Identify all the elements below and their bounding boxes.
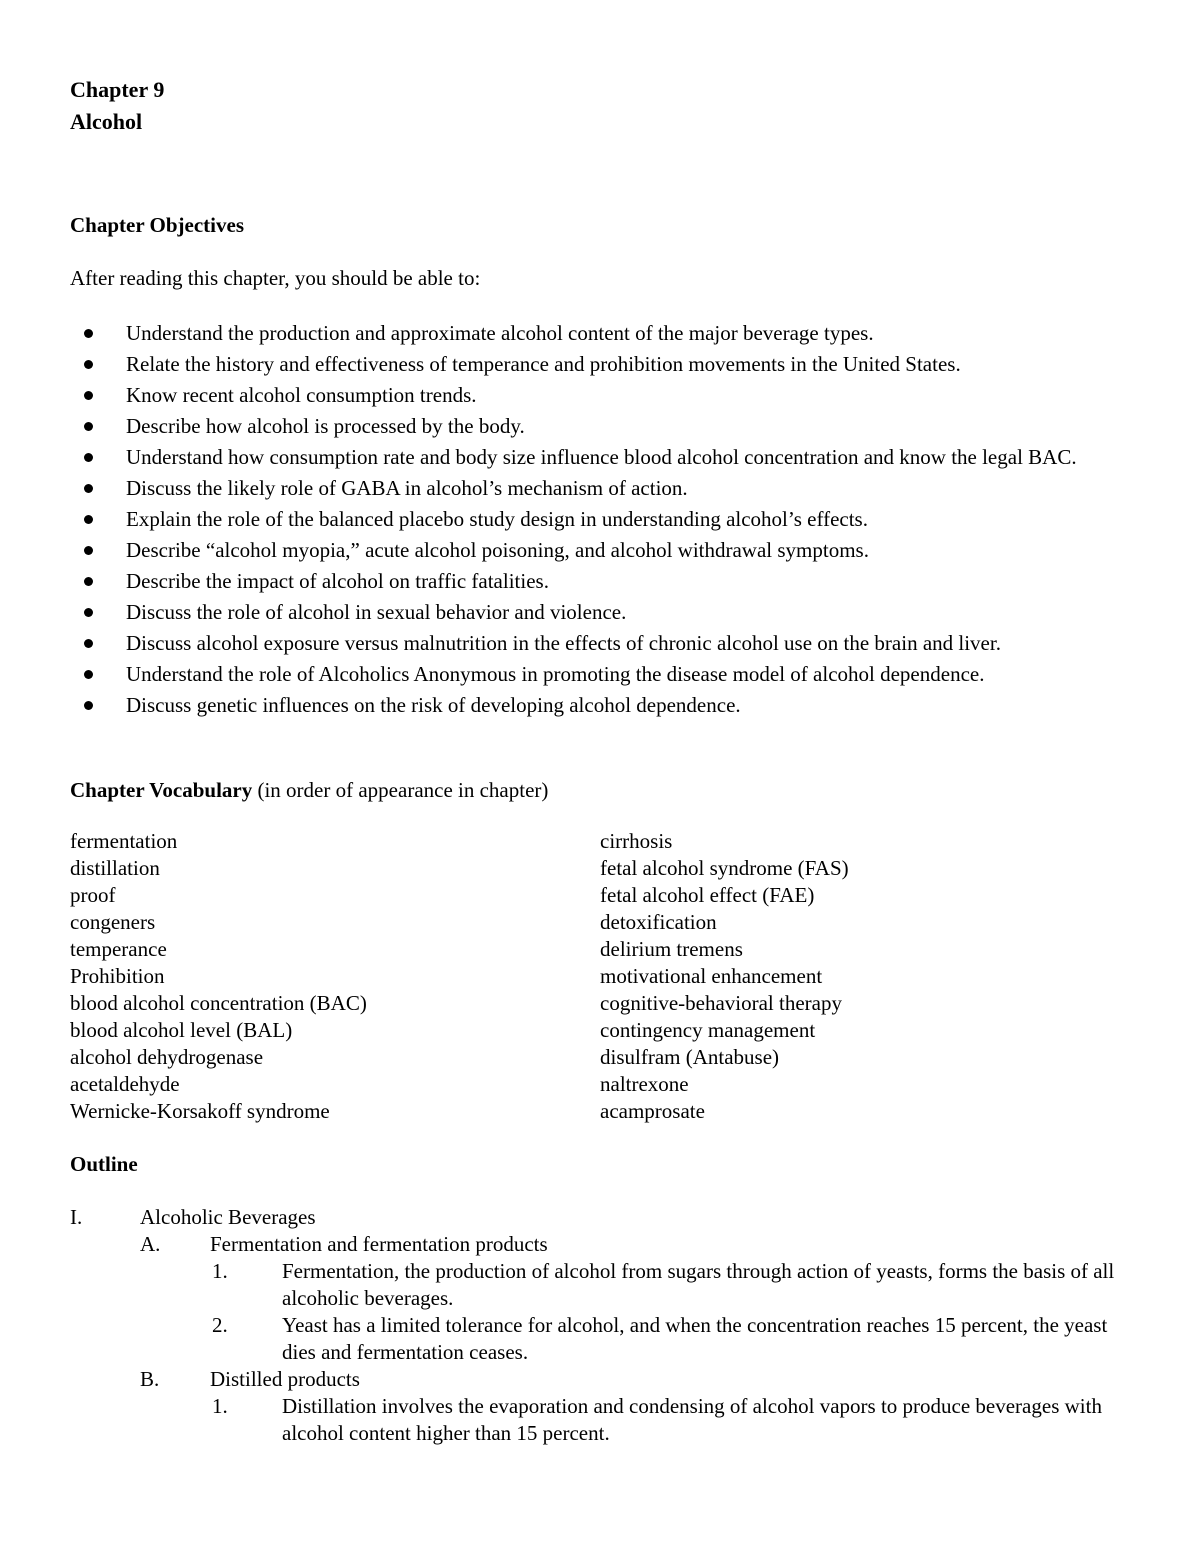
vocab-term: contingency management	[600, 1018, 816, 1042]
vocab-term: disulfram (Antabuse)	[600, 1045, 780, 1069]
objectives-title: Chapter Objectives	[70, 213, 244, 237]
vocab-term: Prohibition	[70, 964, 165, 988]
vocab-term: fetal alcohol effect (FAE)	[600, 883, 815, 907]
objective-item: Understand how consumption rate and body size influence blood alcohol concentration and know the legal BAC.	[70, 442, 1130, 473]
bullet-icon	[84, 639, 93, 648]
objective-item: Describe the impact of alcohol on traffic fatalities.	[70, 566, 1130, 597]
vocab-term: motivational enhancement	[600, 964, 823, 988]
objective-item: Explain the role of the balanced placebo study design in understanding alcohol’s effects.	[70, 504, 1130, 535]
outline-marker: 2.	[212, 1313, 228, 1337]
vocab-term: blood alcohol level (BAL)	[70, 1018, 293, 1042]
bullet-icon	[84, 577, 93, 586]
vocab-term: cirrhosis	[600, 829, 673, 853]
vocabulary-right-column	[600, 828, 1130, 1125]
bullet-icon	[84, 701, 93, 710]
document-page	[70, 74, 1130, 1447]
bullet-icon	[84, 391, 93, 400]
objective-item: Describe “alcohol myopia,” acute alcohol poisoning, and alcohol withdrawal symptoms.	[70, 535, 1130, 566]
outline-marker: 1.	[212, 1259, 228, 1283]
bullet-icon	[84, 329, 93, 338]
vocab-term: alcohol dehydrogenase	[70, 1045, 264, 1069]
vocab-term: temperance	[70, 937, 167, 961]
outline-marker: A.	[140, 1232, 161, 1256]
outline-list	[70, 1204, 1130, 1447]
outline-marker: B.	[140, 1367, 160, 1391]
bullet-icon	[84, 484, 93, 493]
outline-item: 2. Yeast has a limited tolerance for alcohol, and when the concentration reaches 15 percent, the yeast dies and fermentation ceases.	[212, 1313, 1108, 1364]
outline-item: 1. Distillation involves the evaporation and condensing of alcohol vapors to produce beverages with alcohol content higher than 15 percent.	[212, 1394, 1102, 1445]
outline-item: B. Distilled products	[140, 1367, 360, 1391]
objective-item: Discuss genetic influences on the risk of developing alcohol dependence.	[70, 690, 1130, 721]
objective-item: Understand the production and approximate alcohol content of the major beverage types.	[70, 318, 1130, 349]
vocab-term: Wernicke-Korsakoff syndrome	[70, 1099, 330, 1123]
vocabulary-columns	[70, 828, 1130, 1125]
outline-marker: 1.	[212, 1394, 228, 1418]
objective-item: Know recent alcohol consumption trends.	[70, 380, 1130, 411]
objective-item: Discuss alcohol exposure versus malnutrition in the effects of chronic alcohol use on the brain and liver.	[70, 628, 1130, 659]
vocabulary-left-column	[70, 828, 600, 1125]
vocab-term: cognitive-behavioral therapy	[600, 991, 842, 1015]
objective-item: Discuss the role of alcohol in sexual behavior and violence.	[70, 597, 1130, 628]
objective-item: Describe how alcohol is processed by the body.	[70, 411, 1130, 442]
vocabulary-subtitle: (in order of appearance in chapter)	[257, 778, 549, 802]
outline-item: A. Fermentation and fermentation products	[140, 1232, 548, 1256]
bullet-icon	[84, 422, 93, 431]
vocab-term: delirium tremens	[600, 937, 743, 961]
vocab-term: fetal alcohol syndrome (FAS)	[600, 856, 849, 880]
objectives-list	[70, 318, 1130, 721]
outline-item: I. Alcoholic Beverages	[70, 1205, 316, 1229]
chapter-topic: Alcohol	[70, 109, 143, 134]
bullet-icon	[84, 453, 93, 462]
chapter-number: Chapter 9	[70, 77, 165, 102]
vocab-term: fermentation	[70, 829, 178, 853]
vocab-term: proof	[70, 883, 116, 907]
objective-item: Discuss the likely role of GABA in alcohol’s mechanism of action.	[70, 473, 1130, 504]
bullet-icon	[84, 515, 93, 524]
vocab-term: congeners	[70, 910, 156, 934]
vocab-term: acamprosate	[600, 1099, 705, 1123]
vocab-term: blood alcohol concentration (BAC)	[70, 991, 367, 1015]
outline-marker: I.	[70, 1205, 83, 1229]
objective-item: Understand the role of Alcoholics Anonymous in promoting the disease model of alcohol dependence.	[70, 659, 1130, 690]
vocabulary-title: Chapter Vocabulary (in order of appearance in chapter)	[70, 778, 549, 802]
outline-item: 1. Fermentation, the production of alcohol from sugars through action of yeasts, forms the basis of all alcoholic beverages.	[212, 1259, 1115, 1310]
vocab-term: detoxification	[600, 910, 717, 934]
bullet-icon	[84, 608, 93, 617]
bullet-icon	[84, 546, 93, 555]
bullet-icon	[84, 670, 93, 679]
vocab-term: naltrexone	[600, 1072, 689, 1096]
vocab-term: acetaldehyde	[70, 1072, 180, 1096]
bullet-icon	[84, 360, 93, 369]
objectives-intro: After reading this chapter, you should be able to:	[70, 266, 481, 290]
vocab-term: distillation	[70, 856, 160, 880]
objective-item: Relate the history and effectiveness of temperance and prohibition movements in the United States.	[70, 349, 1130, 380]
outline-title: Outline	[70, 1152, 138, 1176]
